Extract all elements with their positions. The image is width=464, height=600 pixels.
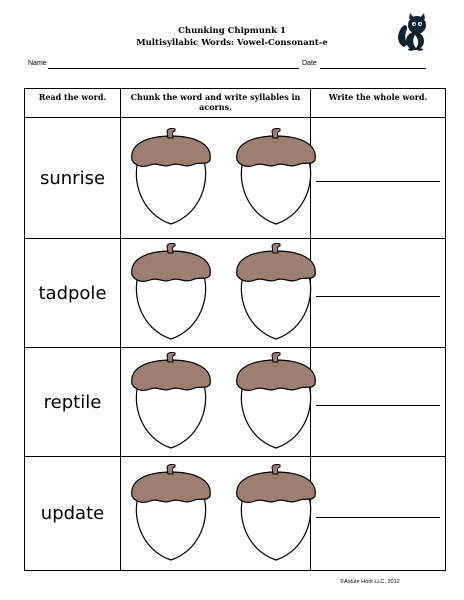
worksheet-table (24, 88, 446, 571)
name-field[interactable] (48, 68, 299, 69)
answer-line[interactable] (316, 405, 440, 406)
syllable-acorns-cell (121, 239, 311, 348)
date-field[interactable] (320, 68, 426, 69)
worksheet-title: Chunking Chipmunk 1 (178, 26, 286, 36)
acorn-icon[interactable] (129, 352, 213, 452)
table-row (25, 239, 446, 348)
word-cell (25, 239, 121, 348)
copyright-text: ©Astute Hoot LLC, 2012 (340, 579, 400, 585)
whole-word-cell (311, 348, 446, 457)
table-row (25, 118, 446, 239)
table-row (25, 348, 446, 457)
whole-word-cell (311, 118, 446, 239)
worksheet-subtitle: Multisyllabic Words: Vowel-Consonant-e (136, 38, 328, 48)
word-cell (25, 457, 121, 571)
acorn-icon[interactable] (234, 352, 318, 452)
table-header-row (25, 89, 446, 118)
word-text: update (40, 503, 105, 524)
column-header-write: Write the whole word. (311, 89, 446, 118)
word-cell (25, 118, 121, 239)
syllable-acorns-cell (121, 348, 311, 457)
whole-word-cell (311, 457, 446, 571)
syllable-acorns-cell (121, 118, 311, 239)
worksheet-header (0, 25, 464, 49)
name-label: Name (28, 60, 47, 67)
word-text: tadpole (38, 282, 107, 304)
acorn-icon[interactable] (129, 128, 213, 228)
table-row (25, 457, 446, 571)
acorn-icon[interactable] (129, 464, 213, 564)
column-header-chunk: Chunk the word and write syllables in acorns. (121, 89, 311, 118)
acorn-icon[interactable] (129, 243, 213, 343)
word-text: reptile (43, 391, 102, 413)
name-date-line (28, 60, 428, 70)
word-cell (25, 348, 121, 457)
acorn-icon[interactable] (234, 128, 318, 228)
column-header-read: Read the word. (25, 89, 121, 118)
syllable-acorns-cell (121, 457, 311, 571)
answer-line[interactable] (316, 181, 440, 182)
acorn-icon[interactable] (234, 243, 318, 343)
whole-word-cell (311, 239, 446, 348)
answer-line[interactable] (316, 517, 440, 518)
word-text: sunrise (39, 167, 106, 189)
acorn-icon[interactable] (234, 464, 318, 564)
date-label: Date (302, 60, 317, 67)
chipmunk-icon (396, 13, 432, 51)
answer-line[interactable] (316, 296, 440, 297)
